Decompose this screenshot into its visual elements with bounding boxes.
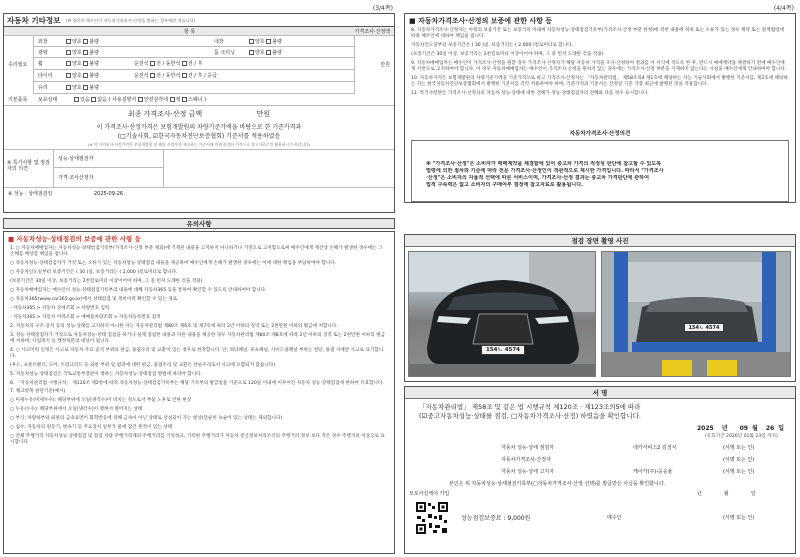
pricer-label: 가격·조사산정자 bbox=[54, 168, 164, 187]
warranty-section bbox=[404, 13, 796, 203]
sign-line-2: (☑중고자동차성능·상태를 점검, □자동차가격조사·산정) 하였음을 확인합니다. bbox=[419, 412, 641, 420]
paragraph: ○ 자동차매매업자는 매수인이 성능·상태점검기록부의 내용에 대해 자동차365 등을 통하여 확인할 수 있도록 안내하여야 합니다. bbox=[10, 287, 267, 293]
checkbox[interactable] bbox=[83, 61, 88, 66]
signer-sign[interactable]: (서명 또는 인) bbox=[723, 457, 755, 463]
paragraph: 1. ○ 자동차매매업자는 자동차성능·상태점검기록부(가격조사·산정 부분 제외)에 기재된 내용을 고지하지 아니하거나 거짓으로 고지함으로써 매수인에게 재산상 손해가 발생한 경우에는 그 손해를 배상할 책임을 집니다. bbox=[10, 246, 383, 257]
page-number: (3/4쪽) bbox=[372, 5, 393, 12]
paragraph: 4. ○ 사고이력 인정은 사고로 자동차 주요 골격 부위의 판금, 용접수리 및 교환이 있는 경우로 한정합니다. 단, 쿼터패널, 루프패널, 사이드실패널 부위는 절단, 용접 시에만 사고로 표기합니다. bbox=[10, 347, 384, 359]
paragraph: ○ 자동차성능·상태점검자가 거짓 또는 오류가 있는 자동차성능·상태점검 내용을 제공하여 매수인에게 손해가 발생한 경우에는 이에 대한 책임을 부담하여야 합니다. bbox=[10, 260, 337, 266]
front-photo bbox=[408, 251, 596, 377]
basis-line-2: (□기술사회, ☑한국자동차진단보증협회) 기준서를 적용하였음 bbox=[117, 133, 281, 141]
warranty-paragraphs bbox=[411, 28, 789, 100]
row-glass: 유리 양호 불량 bbox=[34, 82, 354, 94]
checkbox[interactable] bbox=[66, 85, 71, 90]
caution-subtitle: ■ 자동차성능·상태점검의 보증에 관한 사항 등 bbox=[8, 235, 141, 243]
col-item: 항 목 bbox=[184, 29, 196, 35]
opinion-section bbox=[4, 150, 394, 188]
paragraph: ○ 침수: 자동차의 원동기, 변속기 등 주요장치 일부가 물에 잠긴 흔적이 있는 상태 bbox=[10, 425, 173, 431]
paragraph: - 자동차365 > 자동차 상세조회 > 차량번호 입력 bbox=[10, 305, 110, 311]
paragraph: 11. 특기사항란은 가격조사·산정자의 자동차 성능·상태에 대한 견해가 성능·상태점검자의 견해와 다를 경우 표시합니다. bbox=[411, 90, 649, 96]
signer-sign[interactable]: (서명 또는 인) bbox=[723, 445, 755, 451]
checkbox[interactable] bbox=[83, 50, 88, 55]
checkbox[interactable] bbox=[182, 97, 187, 102]
other-info-title: 자동차 기타정보 bbox=[7, 16, 61, 25]
paragraph: 2. 자동차의 구조·장치 등의 성능·상태를 고지하지 아니한 자는 자동차관리법 제80조 제6호 및 제7호에 따라 2년 이하의 징역 또는 2천만원 이하의 벌금에 처합니다. bbox=[10, 323, 338, 329]
caution-body bbox=[3, 231, 395, 554]
row-basic-items: 기본품목 보유상태 있음 없음 ( 사용설명서 안전삼각대 잭 스패너 ) bbox=[4, 94, 394, 106]
fee-label: 성능점검보증료 : 9,000원 bbox=[461, 515, 531, 522]
paragraph: (후드, 프론트펜더, 도어, 트렁크리드 등 외판 부위 및 범퍼에 대한 판금, 용접수리 및 교환은 단순수리로서 사고에 포함되지 않습니다) bbox=[10, 362, 276, 368]
license-plate: 154ㄴ 4574 bbox=[481, 345, 525, 355]
checkbox[interactable] bbox=[83, 85, 88, 90]
sign-date: 2025 년 09 월 26 일 bbox=[697, 425, 784, 432]
col-price: 가격조사·산정액 bbox=[354, 29, 390, 35]
checkbox[interactable] bbox=[266, 39, 271, 44]
receipt-text: 본인은 위 자동차성능·상태점검기록부(□자동차가격조사·산정 선택)를 발급받은 사실을 확인합니다. bbox=[449, 481, 666, 487]
signer-name: 데카서비스2 김성식 bbox=[633, 445, 677, 451]
signer-sign[interactable]: (서명 또는 인) bbox=[723, 469, 755, 475]
buyer-label: 매수인 bbox=[607, 515, 622, 521]
check-date: 2025-09-26 bbox=[94, 191, 124, 197]
final-price-label: 최종 가격조사·산정 금액 bbox=[127, 110, 203, 118]
check-date-row: ※ 성능 · 상태점검일 2025-09-26 bbox=[8, 191, 124, 197]
paragraph: 9. 자동차매매업자는 매수인이 가격조사·산정을 원할 경우 가격조사·산정자가 해당 자동차 가격을 조사·산정하여 결과를 이 서식에 적도록 한 후, 반드시 매매계약을 체결하기 전에 매수인에게 서면으로 고지하여야 합니다. 이 경우 자동차매매업자는 매수인이 가격조사·산정을 원하지 않는 경우에는 가격조사·산정 부분을 기재하지 않는다는 사실을 매수인에게 안내하여야 합니다. bbox=[411, 60, 787, 72]
checkbox[interactable] bbox=[150, 73, 155, 78]
signer-role: 자동차 성능·상태 점검자 bbox=[501, 445, 555, 451]
signer-role: 자동차가격조사·산정자 bbox=[501, 457, 551, 463]
opinion-title: 자동차가격조사·산정의견 bbox=[569, 131, 631, 137]
page-number: (4/4쪽) bbox=[773, 5, 794, 12]
row-tire: 타이어 양호 불량 운전석 전 / 동반석 전 / 후 / 응급 bbox=[34, 70, 354, 82]
buyer-date: 년 월 일 bbox=[697, 491, 756, 497]
signer-name: 케이카(주)-응응율 bbox=[633, 469, 673, 475]
opinion-box: ※ "가격조사·산정"은 소비자가 매매계약을 체결함에 있어 중고차 가격의 적정성 판단에 참고할 수 있도록 법령에 의한 절차와 기준에 따라 전문 가격조사·산정인이 객관적으로 제시한 가격입니다. 따라서 "가격조사 ·산정"은 소비자의 자율적 선택에 따른 서비스이며, 가격조사·산정 결과는 중고차 가격판단에 관하여 법적 구속력은 없고 소비자의 구매여부 결정에 참고자료로 활용됩니다. bbox=[411, 140, 789, 202]
paragraph: (보증기간은 30일 이상, 보증거리는 2천킬로미터 이상이어야 하며, 그 중 먼저 도래한 것을 적용) bbox=[411, 51, 604, 57]
row-wheel: 휠 양호 불량 운전석 전 / 동반석 전 / 후 bbox=[34, 58, 354, 70]
online-label: 모토아실케어 가입 bbox=[409, 491, 450, 497]
checkbox[interactable] bbox=[249, 39, 254, 44]
paragraph: ○ 자동차365(www.car365.go.kr)에서 상태점검 및 정비이력 확인할 수 있는 경로 bbox=[10, 296, 178, 302]
left-page bbox=[3, 6, 395, 554]
signature-section bbox=[404, 386, 796, 554]
final-price-section bbox=[4, 106, 394, 150]
paragraph: ○ 부식: 차량하부와 외판의 금속표면이 화학반응에 의해 금속이 아닌 상태로 상실되어 가는 현상(단순히 녹슬어 있는 상태는 제외합니다) bbox=[10, 416, 283, 422]
checkbox[interactable] bbox=[170, 97, 175, 102]
checkbox[interactable] bbox=[66, 61, 71, 66]
checkbox[interactable] bbox=[182, 61, 187, 66]
car-lift-image bbox=[602, 252, 791, 377]
checkbox[interactable] bbox=[266, 50, 271, 55]
checkbox[interactable] bbox=[150, 61, 155, 66]
paragraph: 5. 자동차성능·상태점검은 국토교통부장관이 정하는 자동차성능·상태점검 방법에 따라야 합니다. bbox=[10, 371, 203, 377]
warranty-title: ■ 자동차가격조사·산정의 보증에 관한 사항 등 bbox=[409, 17, 553, 25]
photo-title: 점검 장면 촬영 사진 bbox=[405, 235, 795, 247]
checkbox[interactable] bbox=[83, 39, 88, 44]
row-polish: 광택 양호 불량 룸 크리닝 양호 불량 bbox=[34, 47, 354, 58]
sign-title: 서 명 bbox=[405, 387, 795, 399]
other-info-note: (※ 항목은 매수인이 자동차가격조사·산정을 원하는 경우에만 적습니다) bbox=[66, 18, 196, 23]
sign-line-1: 「자동차관리법」 제58조 및 같은 법 시행규칙 제120조 · 제123조의5에 따라 bbox=[419, 403, 641, 411]
paragraph: 3. 성능·상태점검자가 거짓으로 자동차성능·상태 점검을 하거나 실제 점검한 내용과 다른 내용을 제공한 경우 자동차관리법 제80조 제8호에 따라 2년 이하의 징역 또는 2천만원 이하의 벌금에 처하며, 사업정지 등 행정처분의 대상이 됩니다. bbox=[10, 332, 386, 344]
checkbox[interactable] bbox=[138, 97, 143, 102]
paragraph: (보증기간은 30일 이상, 보증거리는 2천킬로미터 이상이어야 하며, 그 중 먼저 도래한 것을 적용) bbox=[10, 278, 203, 284]
paragraph: ○ 자동차인도일부터 보증기간은 ( 30 )일, 보증거리는 ( 2,000 )킬로미터로 합니다. bbox=[10, 269, 178, 275]
paragraph: 7. 체크항목 판단기준(예시) bbox=[10, 389, 66, 395]
checkbox[interactable] bbox=[66, 50, 71, 55]
license-plate: 154ㄴ 4574 bbox=[684, 323, 724, 332]
repair-group: 수리필요 bbox=[4, 36, 34, 94]
paragraph: 자동차인도일부터 보증기간은 ( 30 )일, 보증거리는 ( 2,000 )킬로미터로 합니다. bbox=[411, 42, 574, 48]
paragraph: 8. 자동차가격조사·산정자는 아래의 보증기간 또는 보증거리 이내에 자동차성능·상태점검기록부(가격조사·산정 부분 한정)에 적힌 내용에 허위 또는 오류가 있는 경우 계약 또는 관계법령에 따라 매수인에 대하여 책임을 집니다. bbox=[411, 28, 784, 39]
price-column: 만원 bbox=[354, 36, 394, 94]
checkbox[interactable] bbox=[66, 73, 71, 78]
paragraph: 6. 「자동차관리법 시행규칙」 제120조 제2항에 따라 자동차성능·상태점검기록부는 해당 기록부의 발급일을 기준으로 120일 이내에 이루어진 자동차 성능·상태점검에 한하여 유효합니다. bbox=[10, 380, 384, 386]
final-price-unit: 만원 bbox=[256, 110, 271, 118]
checkbox[interactable] bbox=[66, 39, 71, 44]
paragraph: ○ 미세누유(미세누수): 해당부위에 오일(냉각수)이 비치는 정도로서 부품 노후로 인한 현상 bbox=[10, 398, 192, 404]
paragraph: ○ 누유(누수): 해당부위에서 오일(냉각수)이 맺혀서 떨어지는 상태 bbox=[10, 407, 143, 413]
signer-role: 자동차 성능·상태 고지자 bbox=[501, 469, 555, 475]
paragraph: 10. 자동차가격은 보험개발원의 차량기준가액을 기준가격으로 하고 가격조사·산정자는 「자동차관리법」 제58조의4 제1호에 해당하는 자는 기술사회에서 발행한 기준서를, 제2호에 해당하는 자는 한국자동차진단보증협회에서 발행한 기준서를 각각 적용하여야 하며, 기준가격과 기준서는 산정일 기준 가장 최근에 발행된 것을 적용합니다. bbox=[411, 75, 788, 87]
right-page bbox=[404, 6, 796, 554]
car-front-image bbox=[409, 252, 596, 377]
buyer-sign[interactable]: (서명 또는 인) bbox=[723, 515, 755, 521]
checkbox[interactable] bbox=[91, 97, 96, 102]
checkbox[interactable] bbox=[182, 73, 187, 78]
basis-note: (※ 이 가격조사·산정가격은 보험개발원 및 해당 사업자가 제공하는 기준서에 의해 산정한 가격으로 참고자료로만 활용하시기 바랍니다) bbox=[87, 141, 311, 147]
sign-validity: (유효기간 2026년 01월 23일 까지) bbox=[705, 434, 778, 439]
lift-photo bbox=[601, 251, 791, 377]
row-exterior: 외장 양호 불량 내장 양호 불량 bbox=[34, 36, 354, 47]
paragraph: - 자동차365 > 자동차 이력조회 > 매매용차량조회 > 자동차등록번호 검색 bbox=[10, 314, 161, 320]
basis-line-1: 이 가격조사·산정가격은 보험개발원의 차량기준가액을 바탕으로 한 기준가격과 bbox=[96, 123, 302, 131]
qr-code-icon[interactable] bbox=[415, 501, 449, 535]
checkbox[interactable] bbox=[249, 50, 254, 55]
checker-label: 성능·상태점검자 bbox=[54, 150, 164, 168]
paragraph: ○ 전체 주행거리 자동차성능·상태점검 및 점검 차량 주행거리계의 주행거리를 기록하고, 기록한 주행거리가 자동차 전산정보처리조직의 주행거리 정보 보다 적은 경우 주행거리 이상으로 표시합니다 bbox=[10, 434, 385, 446]
other-info-table bbox=[3, 13, 395, 213]
caution-paragraphs bbox=[10, 246, 388, 449]
caution-header: 유의사항 bbox=[3, 218, 395, 229]
photo-section bbox=[404, 234, 796, 382]
opinion-label: ※ 특기사항 및 점검자의 의견 bbox=[4, 150, 54, 187]
checkbox[interactable] bbox=[74, 97, 79, 102]
checkbox[interactable] bbox=[83, 73, 88, 78]
